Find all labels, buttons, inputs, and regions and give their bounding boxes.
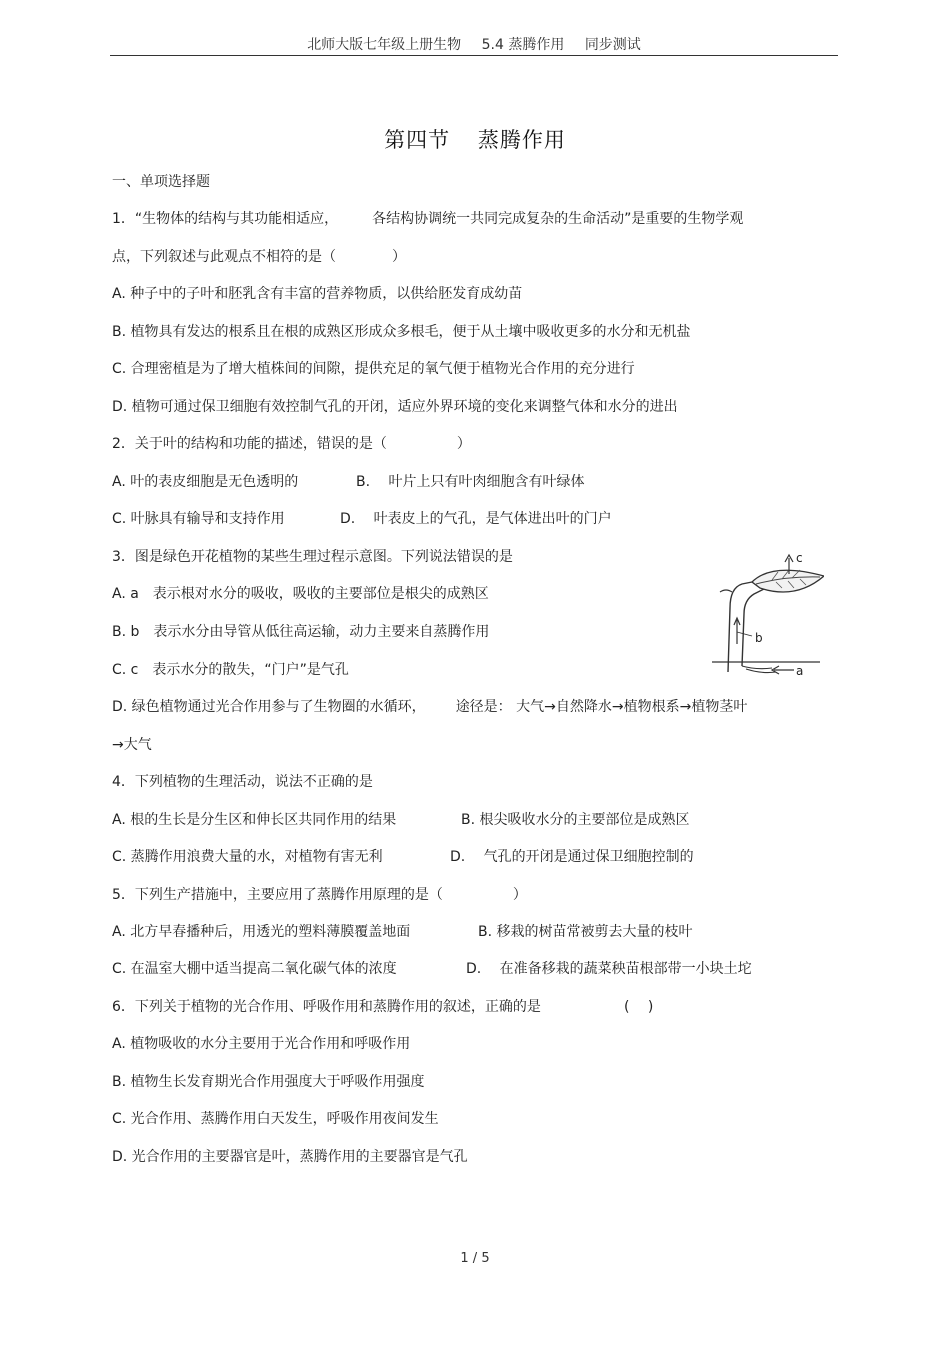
q2-option-a: A. 叶的表皮细胞是无色透明的 <box>112 474 299 490</box>
label-b-leader <box>737 632 752 636</box>
label-a: a <box>796 664 804 678</box>
q6-option-b: B. 植物生长发育期光合作用强度大于呼吸作用强度 <box>112 1074 425 1090</box>
q1-option-d: D. 植物可通过保卫细胞有效控制气孔的开闭，适应外界环境的变化来调整气体和水分的进出 <box>112 399 678 415</box>
stem-left-edge <box>728 582 752 672</box>
q1-option-a: A. 种子中的子叶和胚乳含有丰富的营养物质，以供给胚发育成幼苗 <box>112 286 523 302</box>
plant-diagram <box>712 548 824 680</box>
q4-stem: 4．下列植物的生理活动，说法不正确的是 <box>112 774 373 790</box>
q5-option-a: A. 北方早春播种后，用透光的塑料薄膜覆盖地面 <box>112 924 411 940</box>
q6-option-c: C. 光合作用、蒸腾作用白天发生，呼吸作用夜间发生 <box>112 1111 439 1127</box>
section-heading: 一、单项选择题 <box>112 174 210 190</box>
q5-option-b: B. 移栽的树苗常被剪去大量的枝叶 <box>478 924 693 940</box>
q4-option-d: D. 气孔的开闭是通过保卫细胞控制的 <box>450 849 694 865</box>
page-title <box>0 124 950 154</box>
label-b: b <box>755 631 763 645</box>
q2-option-b: B. 叶片上只有叶肉细胞含有叶绿体 <box>356 474 585 490</box>
q1-option-c: C. 合理密植是为了增大植株间的间隙，提供充足的氧气便于植物光合作用的充分进行 <box>112 361 635 377</box>
q1-option-b: B. 植物具有发达的根系且在根的成熟区形成众多根毛，便于从土壤中吸收更多的水分和无机盐 <box>112 324 691 340</box>
q3-option-d-part2: 途径是： 大气→自然降水→植物根系→植物茎叶 <box>455 699 748 715</box>
q6-stem: 6．下列关于植物的光合作用、呼吸作用和蒸腾作用的叙述，正确的是 <box>112 999 541 1015</box>
label-c: c <box>796 551 803 565</box>
q3-option-b: B. b 表示水分由导管从低往高运输，动力主要来自蒸腾作用 <box>112 624 490 640</box>
header-section: 5.4 蒸腾作用 <box>481 37 565 53</box>
header-book: 北师大版七年级上册生物 <box>307 37 462 53</box>
q6-option-d: D. 光合作用的主要器官是叶，蒸腾作用的主要器官是气孔 <box>112 1149 468 1165</box>
plant-diagram-svg <box>712 548 824 680</box>
q6-option-a: A. 植物吸收的水分主要用于光合作用和呼吸作用 <box>112 1036 411 1052</box>
q3-option-d <box>112 698 747 716</box>
q1-stem-part2: 各结构协调统一共同完成复杂的生命活动”是重要的生物学观 <box>372 211 744 227</box>
header-test: 同步测试 <box>584 37 641 53</box>
header-divider <box>110 55 838 56</box>
q1-stem-line1 <box>112 210 743 228</box>
q5-option-c: C. 在温室大棚中适当提高二氧化碳气体的浓度 <box>112 961 397 977</box>
branch-stub <box>720 590 732 592</box>
q2-option-c: C. 叶脉具有输导和支持作用 <box>112 511 285 527</box>
title-part1: 第四节 <box>384 128 451 152</box>
q3-option-a: A. a 表示根对水分的吸收，吸收的主要部位是根尖的成熟区 <box>112 586 489 602</box>
q4-option-a: A. 根的生长是分生区和伸长区共同作用的结果 <box>112 812 397 828</box>
q3-stem: 3．图是绿色开花植物的某些生理过程示意图。下列说法错误的是 <box>112 549 513 565</box>
q1-stem-line2: 点，下列叙述与此观点不相符的是（ ） <box>112 249 406 265</box>
q6-answer-bracket: ( ) <box>624 999 654 1015</box>
q3-option-d-line2: →大气 <box>112 737 152 753</box>
roots <box>742 666 776 673</box>
stem-right-edge <box>742 586 770 666</box>
q2-option-d: D. 叶表皮上的气孔，是气体进出叶的门户 <box>340 511 612 527</box>
q1-stem-part1: 1．“生物体的结构与其功能相适应， <box>112 211 339 227</box>
q2-stem: 2．关于叶的结构和功能的描述，错误的是（ ） <box>112 436 471 452</box>
q4-option-b: B. 根尖吸收水分的主要部位是成熟区 <box>461 812 690 828</box>
q4-option-c: C. 蒸腾作用浪费大量的水，对植物有害无利 <box>112 849 383 865</box>
page-header <box>110 34 838 54</box>
q3-option-c: C. c 表示水分的散失，“门户”是气孔 <box>112 662 349 678</box>
page-number: 1 / 5 <box>460 1251 490 1266</box>
title-part2: 蒸腾作用 <box>477 128 566 152</box>
q5-option-d: D. 在准备移栽的蔬菜秧苗根部带一小块土坨 <box>466 961 752 977</box>
q5-stem: 5．下列生产措施中，主要应用了蒸腾作用原理的是（ ） <box>112 887 527 903</box>
q3-option-d-part1: D. 绿色植物通过光合作用参与了生物圈的水循环， <box>112 699 426 715</box>
